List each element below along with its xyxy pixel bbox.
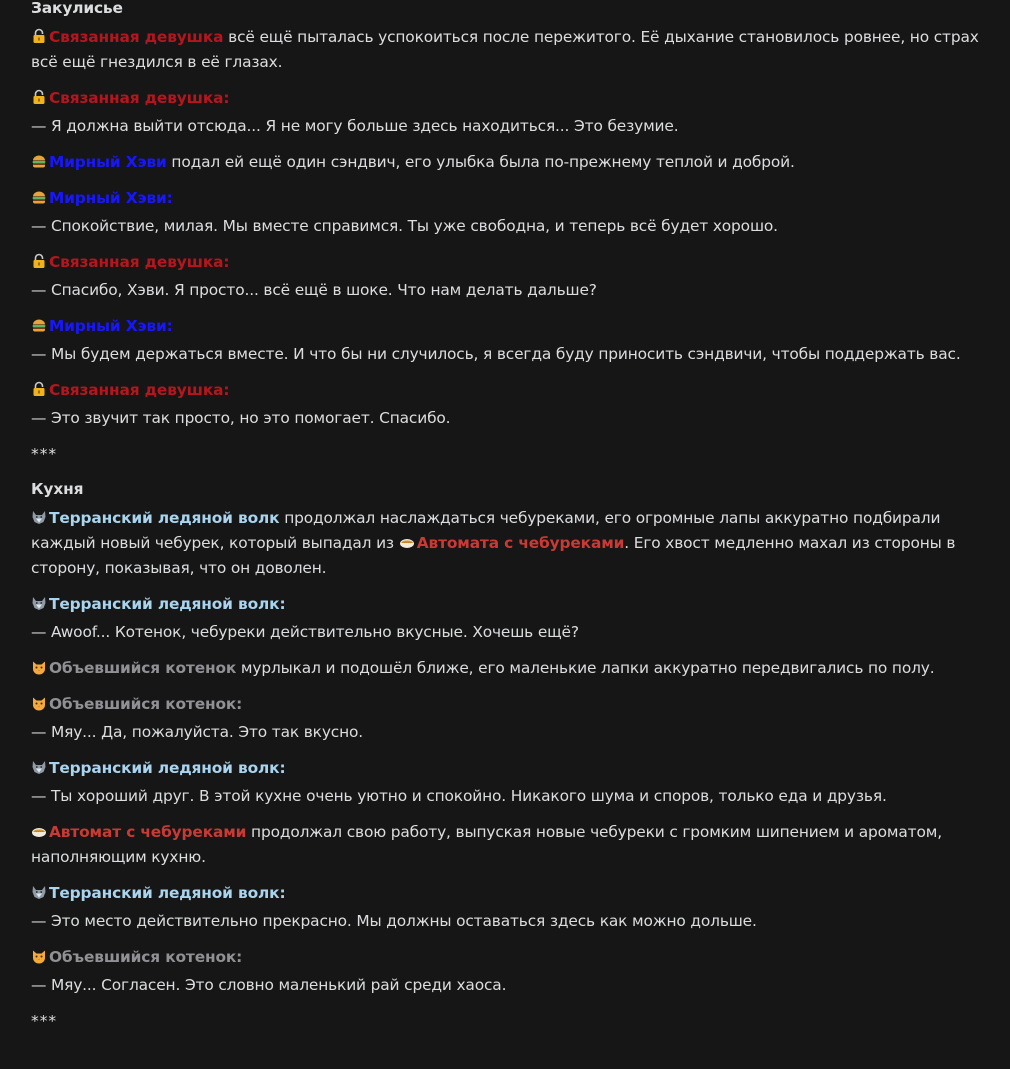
wolf-icon — [31, 759, 47, 775]
cat-icon — [31, 695, 47, 711]
message-text: — Я должна выйти отсюда... Я не могу больше здесь находиться... Это безумие. — [31, 117, 679, 135]
message-text: — Ты хороший друг. В этой кухне очень уютно и спокойно. Никакого шума и споров, только еда и друзья. — [31, 787, 887, 805]
section-separator: *** — [31, 1012, 58, 1030]
speaker-name[interactable]: Терранский ледяной волк: — [49, 759, 286, 777]
lock-icon — [31, 89, 47, 105]
speaker-name[interactable]: Терранский ледяной волк: — [49, 595, 286, 613]
chat-log — [31, 0, 991, 1042]
message-text: подал ей ещё один сэндвич, его улыбка была по-прежнему теплой и доброй. — [166, 153, 795, 171]
message-text: — Мяу... Да, пожалуйста. Это так вкусно. — [31, 723, 364, 741]
section-title: Закулисье — [31, 0, 123, 17]
dialogue-message — [31, 250, 991, 303]
dialogue-message — [31, 756, 991, 809]
message-text: продолжал свою работу, выпуская новые чебуреки с громким шипением и ароматом, наполняющим кухню. — [31, 823, 942, 866]
message-text: . Его хвост медленно махал из стороны в сторону, показывая, что он доволен. — [31, 534, 956, 577]
speaker-name[interactable]: Связанная девушка — [49, 28, 224, 46]
cat-icon — [31, 948, 47, 964]
message-text: — Мяу... Согласен. Это словно маленький рай среди хаоса. — [31, 976, 507, 994]
message-text: — Спокойствие, милая. Мы вместе справимся. Ты уже свободна, и теперь всё будет хорошо. — [31, 217, 778, 235]
speaker-name[interactable]: Терранский ледяной волк: — [49, 884, 286, 902]
wolf-icon — [31, 595, 47, 611]
section-title: Кухня — [31, 480, 84, 498]
lock-icon — [31, 28, 47, 44]
burger-icon — [31, 189, 47, 205]
pastry-icon — [399, 534, 415, 550]
lock-icon — [31, 381, 47, 397]
speaker-name[interactable]: Связанная девушка: — [49, 381, 230, 399]
message-text: мурлыкал и подошёл ближе, его маленькие лапки аккуратно передвигались по полу. — [236, 659, 935, 677]
wolf-icon — [31, 884, 47, 900]
speaker-name[interactable]: Связанная девушка: — [49, 89, 230, 107]
section-separator: *** — [31, 445, 58, 463]
dialogue-message — [31, 86, 991, 139]
speaker-name[interactable]: Объевшийся котенок: — [49, 948, 243, 966]
dialogue-message — [31, 692, 991, 745]
speaker-name[interactable]: Объевшийся котенок: — [49, 695, 243, 713]
burger-icon — [31, 317, 47, 333]
speaker-name[interactable]: Терранский ледяной волк — [49, 509, 280, 527]
message-text: всё ещё пыталась успокоиться после пережитого. Её дыхание становилось ровнее, но страх всё ещё гнездился в её глазах. — [31, 28, 979, 71]
dialogue-message — [31, 378, 991, 431]
pastry-icon — [31, 823, 47, 839]
speaker-name[interactable]: Мирный Хэви: — [49, 317, 173, 335]
speaker-name[interactable]: Автомат с чебуреками — [49, 823, 247, 841]
cat-icon — [31, 659, 47, 675]
narration-message — [31, 506, 991, 581]
message-text: — Это место действительно прекрасно. Мы должны оставаться здесь как можно дольше. — [31, 912, 757, 930]
speaker-name[interactable]: Объевшийся котенок — [49, 659, 237, 677]
speaker-name[interactable]: Мирный Хэви: — [49, 189, 173, 207]
message-text: — Awoof... Котенок, чебуреки действительно вкусные. Хочешь ещё? — [31, 623, 579, 641]
speaker-name[interactable]: Автомата с чебуреками — [416, 534, 625, 552]
narration-message — [31, 820, 991, 870]
message-text: — Мы будем держаться вместе. И что бы ни случилось, я всегда буду приносить сэндвичи, чтобы поддержать вас. — [31, 345, 961, 363]
narration-message — [31, 150, 991, 175]
wolf-icon — [31, 509, 47, 525]
message-text: продолжал наслаждаться чебуреками, его огромные лапы аккуратно подбирали каждый новый чебурек, который выпадал из — [31, 509, 941, 552]
dialogue-message — [31, 186, 991, 239]
narration-message — [31, 656, 991, 681]
burger-icon — [31, 153, 47, 169]
speaker-name[interactable]: Связанная девушка: — [49, 253, 230, 271]
dialogue-message — [31, 592, 991, 645]
lock-icon — [31, 253, 47, 269]
dialogue-message — [31, 314, 991, 367]
message-text: — Это звучит так просто, но это помогает. Спасибо. — [31, 409, 451, 427]
narration-message — [31, 25, 991, 75]
message-text: — Спасибо, Хэви. Я просто... всё ещё в шоке. Что нам делать дальше? — [31, 281, 597, 299]
dialogue-message — [31, 945, 991, 998]
dialogue-message — [31, 881, 991, 934]
speaker-name[interactable]: Мирный Хэви — [49, 153, 167, 171]
